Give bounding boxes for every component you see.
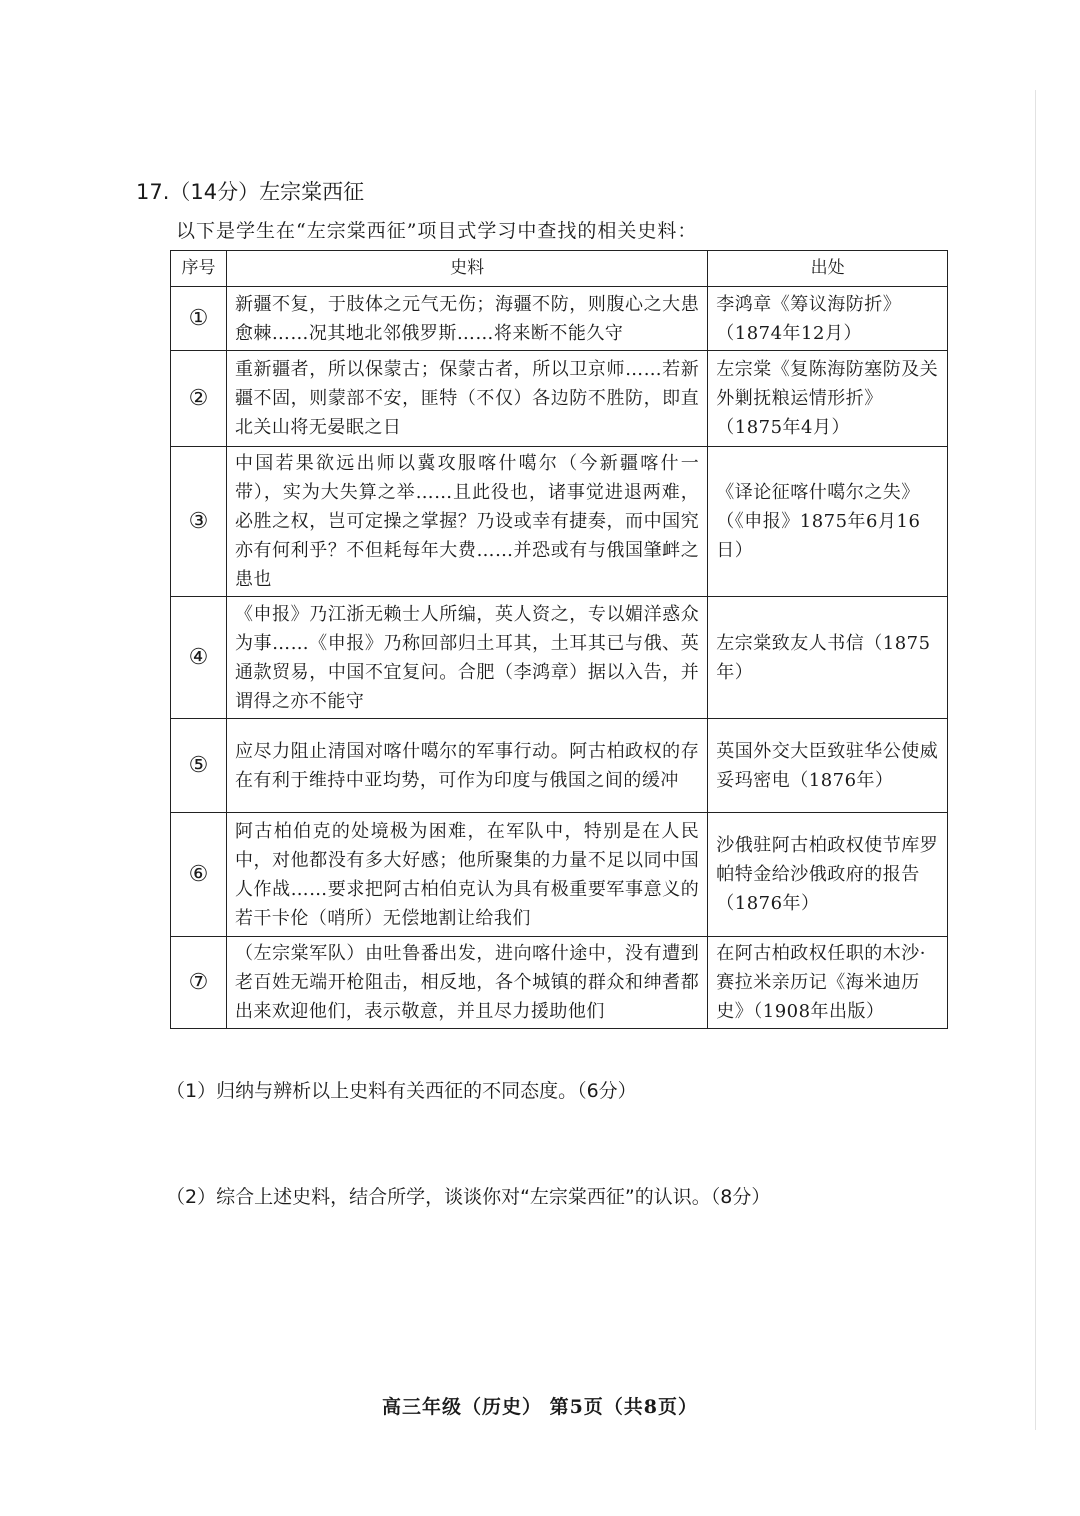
question-intro: 以下是学生在“左宗棠西征”项目式学习中查找的相关史料： [176, 220, 698, 242]
header-number: 序号 [171, 251, 227, 287]
row-source: 在阿古柏政权任职的木沙·赛拉米亲历记《海米迪历史》（1908年出版） [708, 937, 948, 1029]
row-material: 新疆不复，于肢体之元气无伤；海疆不防，则腹心之大患愈棘……况其地北邻俄罗斯……将来断不能久守 [226, 287, 707, 351]
row-source: 李鸿章《筹议海防折》（1874年12月） [708, 287, 948, 351]
table-row [171, 719, 948, 813]
sub-question-1: （1）归纳与辨析以上史料有关西征的不同态度。（6分） [166, 1080, 637, 1102]
table-row [171, 937, 948, 1029]
row-source: 英国外交大臣致驻华公使威妥玛密电（1876年） [708, 719, 948, 813]
question-title: 17.（14分）左宗棠西征 [136, 180, 365, 204]
row-material: 中国若果欲远出师以冀攻服喀什噶尔（今新疆喀什一带），实为大失算之举……且此役也，诸事觉进退两难，必胜之权，岂可定操之掌握？乃设或幸有捷奏，而中国究亦有何利乎？不但耗每年大费……并恐或有与俄国肇衅之患也 [226, 447, 707, 597]
row-number: ⑦ [171, 937, 227, 1029]
table-row [171, 447, 948, 597]
page-footer: 高三年级（历史） 第5页（共8页） [381, 1396, 699, 1418]
row-source: 沙俄驻阿古柏政权使节库罗帕特金给沙俄政府的报告（1876年） [708, 813, 948, 937]
row-material: 《申报》乃江浙无赖士人所编，英人资之，专以媚洋惑众为事……《申报》乃称回部归土耳其，土耳其已与俄、英通款贸易，中国不宜复问。合肥（李鸿章）据以入告，并谓得之亦不能守 [226, 597, 707, 719]
row-source: 左宗棠致友人书信（1875年） [708, 597, 948, 719]
source-table [170, 250, 948, 1029]
row-material: 重新疆者，所以保蒙古；保蒙古者，所以卫京师……若新疆不固，则蒙部不安，匪特（不仅）各边防不胜防，即直北关山将无晏眠之日 [226, 351, 707, 447]
scan-edge-line [1035, 90, 1036, 1430]
row-source: 《译论征喀什噶尔之失》（《申报》1875年6月16日） [708, 447, 948, 597]
header-source: 出处 [708, 251, 948, 287]
row-material: （左宗棠军队）由吐鲁番出发，进向喀什途中，没有遭到老百姓无端开枪阻击，相反地，各个城镇的群众和绅耆都出来欢迎他们，表示敬意，并且尽力援助他们 [226, 937, 707, 1029]
row-number: ③ [171, 447, 227, 597]
table-header-row [171, 251, 948, 287]
table-row [171, 287, 948, 351]
row-material: 阿古柏伯克的处境极为困难，在军队中，特别是在人民中，对他都没有多大好感；他所聚集的力量不足以同中国人作战……要求把阿古柏伯克认为具有极重要军事意义的若干卡伦（哨所）无偿地割让给我们 [226, 813, 707, 937]
row-number: ① [171, 287, 227, 351]
row-number: ② [171, 351, 227, 447]
table-row [171, 351, 948, 447]
row-material: 应尽力阻止清国对喀什噶尔的军事行动。阿古柏政权的存在有利于维持中亚均势，可作为印度与俄国之间的缓冲 [226, 719, 707, 813]
table-row [171, 813, 948, 937]
row-number: ⑥ [171, 813, 227, 937]
table-row [171, 597, 948, 719]
sub-question-2: （2）综合上述史料，结合所学，谈谈你对“左宗棠西征”的认识。（8分） [166, 1186, 771, 1208]
header-material: 史料 [226, 251, 707, 287]
row-number: ④ [171, 597, 227, 719]
row-number: ⑤ [171, 719, 227, 813]
row-source: 左宗棠《复陈海防塞防及关外剿抚粮运情形折》（1875年4月） [708, 351, 948, 447]
